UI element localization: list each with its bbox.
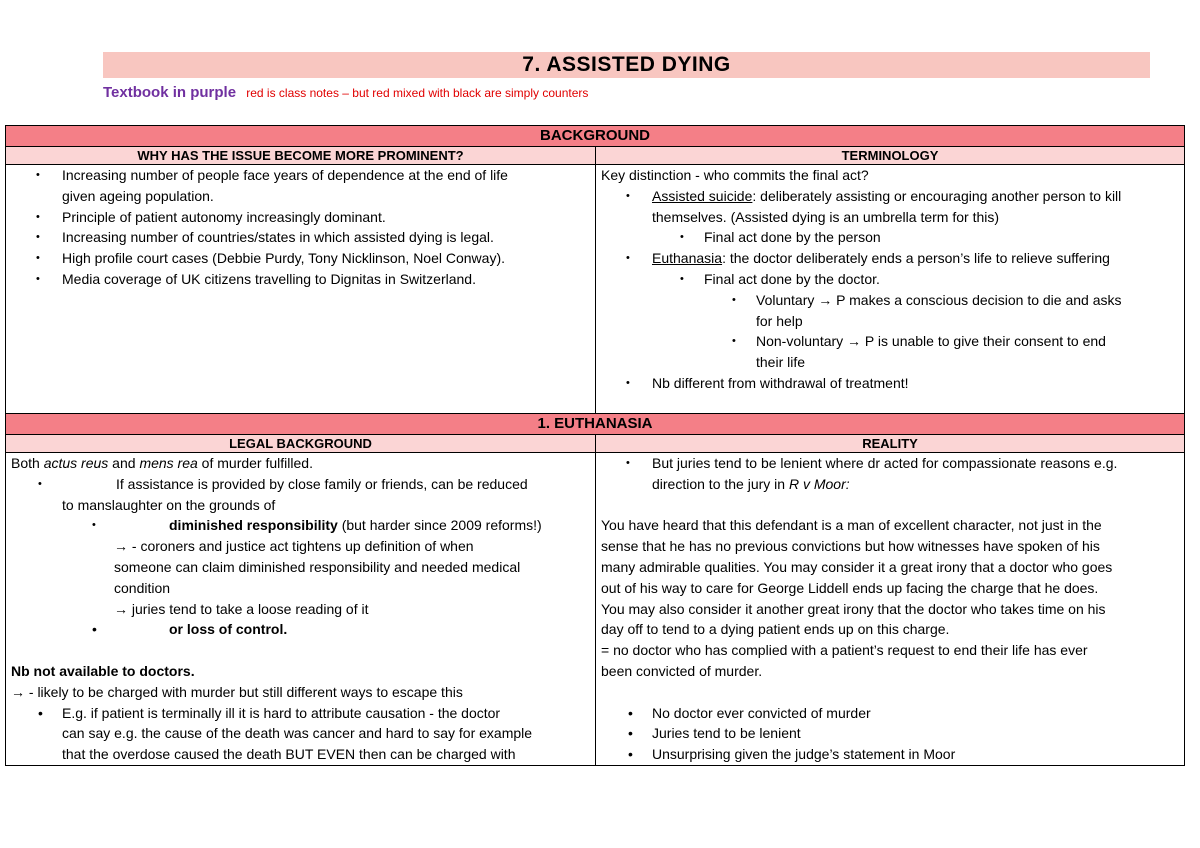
list-item-continued: given ageing population.: [62, 187, 214, 204]
background-heading: BACKGROUND: [6, 126, 1185, 147]
list-item: • No doctor ever convicted of murder: [628, 704, 871, 721]
sub-item: • Final act done by the person: [680, 229, 881, 246]
voluntary-item: • Voluntary → P makes a conscious decision to die and asks: [732, 291, 1122, 308]
quote-line: You have heard that this defendant is a man of excellent character, not just in the: [601, 517, 1102, 534]
list-item-continued: for help: [756, 312, 803, 329]
list-item-continued: their life: [756, 354, 806, 371]
quote-line: You may also consider it another great irony that the doctor who takes time on his: [601, 600, 1106, 617]
legend-line: [103, 84, 588, 101]
terminology-cell: [596, 165, 1185, 414]
class-notes-note: red is class notes – but red mixed with black are simply counters: [246, 86, 589, 100]
list-item: • But juries tend to be lenient where dr acted for compassionate reasons e.g.: [626, 455, 1118, 471]
list-item: • Juries tend to be lenient: [628, 725, 801, 742]
text-line: been convicted of murder.: [601, 662, 763, 679]
nb-note: Nb not available to doctors.: [11, 662, 195, 679]
sub-item: • diminished responsibility (but harder since 2009 reforms!): [92, 517, 542, 534]
quote-line: out of his way to care for George Liddell ends up facing the charge that he does.: [601, 579, 1099, 596]
list-item-continued: can say e.g. the cause of the death was cancer and hard to say for example: [62, 725, 533, 742]
euthanasia-item: • Euthanasia: the doctor deliberately ends a person’s life to relieve suffering: [626, 250, 1110, 267]
list-item-continued: to manslaughter on the grounds of: [62, 496, 276, 513]
page-title: 7. ASSISTED DYING: [103, 52, 1150, 78]
list-item: • If assistance is provided by close family or friends, can be reduced: [38, 475, 528, 492]
legal-background-heading: LEGAL BACKGROUND: [6, 435, 596, 453]
text-line: → - coroners and justice act tightens up definition of when: [114, 538, 474, 555]
textbook-note: Textbook in purple: [103, 84, 237, 101]
quote-line: many admirable qualities. You may consider it a great irony that a doctor who goes: [601, 558, 1113, 575]
notes-table: [5, 125, 1185, 766]
list-item-continued: that the overdose caused the death BUT EVEN then can be charged with: [62, 746, 516, 763]
sub-item: • or loss of control.: [92, 621, 288, 638]
reality-heading: REALITY: [596, 435, 1185, 453]
text-line: condition: [114, 579, 171, 596]
text-line: Both actus reus and mens rea of murder fulfilled.: [11, 455, 313, 471]
list-item: • Unsurprising given the judge’s statement in Moor: [628, 746, 956, 763]
prominence-heading: WHY HAS THE ISSUE BECOME MORE PROMINENT?: [6, 147, 596, 165]
list-item: • E.g. if patient is terminally ill it is hard to attribute causation - the doctor: [38, 704, 501, 721]
quote-line: sense that he has no previous convictions but how witnesses have spoken of his: [601, 538, 1100, 555]
prominence-cell: [6, 165, 596, 414]
terminology-heading: TERMINOLOGY: [596, 147, 1185, 165]
nonvoluntary-item: • Non-voluntary → P is unable to give their consent to end: [732, 333, 1106, 350]
key-distinction: Key distinction - who commits the final act?: [601, 167, 869, 183]
text-line: → juries tend to take a loose reading of it: [114, 600, 369, 617]
list-item-continued: direction to the jury in R v Moor:: [652, 475, 850, 492]
list-item: • High profile court cases (Debbie Purdy, Tony Nicklinson, Noel Conway).: [36, 250, 506, 267]
text-line: someone can claim diminished responsibility and needed medical: [114, 558, 521, 575]
list-item-continued: themselves. (Assisted dying is an umbrella term for this): [652, 208, 1000, 225]
quote-line: day off to tend to a dying patient ends up on this charge.: [601, 621, 950, 638]
text-line: → - likely to be charged with murder but still different ways to escape this: [11, 683, 463, 700]
euthanasia-heading: 1. EUTHANASIA: [6, 414, 1185, 435]
nb-item: • Nb different from withdrawal of treatment!: [626, 374, 909, 391]
list-item: • Media coverage of UK citizens travelling to Dignitas in Switzerland.: [36, 270, 476, 287]
text-line: = no doctor who has complied with a patient’s request to end their life has ever: [601, 642, 1088, 659]
list-item: • Increasing number of countries/states in which assisted dying is legal.: [36, 229, 494, 246]
list-item: • Principle of patient autonomy increasingly dominant.: [36, 208, 386, 225]
reality-cell: [596, 453, 1185, 766]
legal-background-cell: [6, 453, 596, 766]
list-item: • Increasing number of people face years of dependence at the end of life: [36, 167, 508, 183]
assisted-suicide-item: • Assisted suicide: deliberately assisting or encouraging another person to kill: [626, 187, 1122, 204]
sub-item: • Final act done by the doctor.: [680, 270, 880, 287]
